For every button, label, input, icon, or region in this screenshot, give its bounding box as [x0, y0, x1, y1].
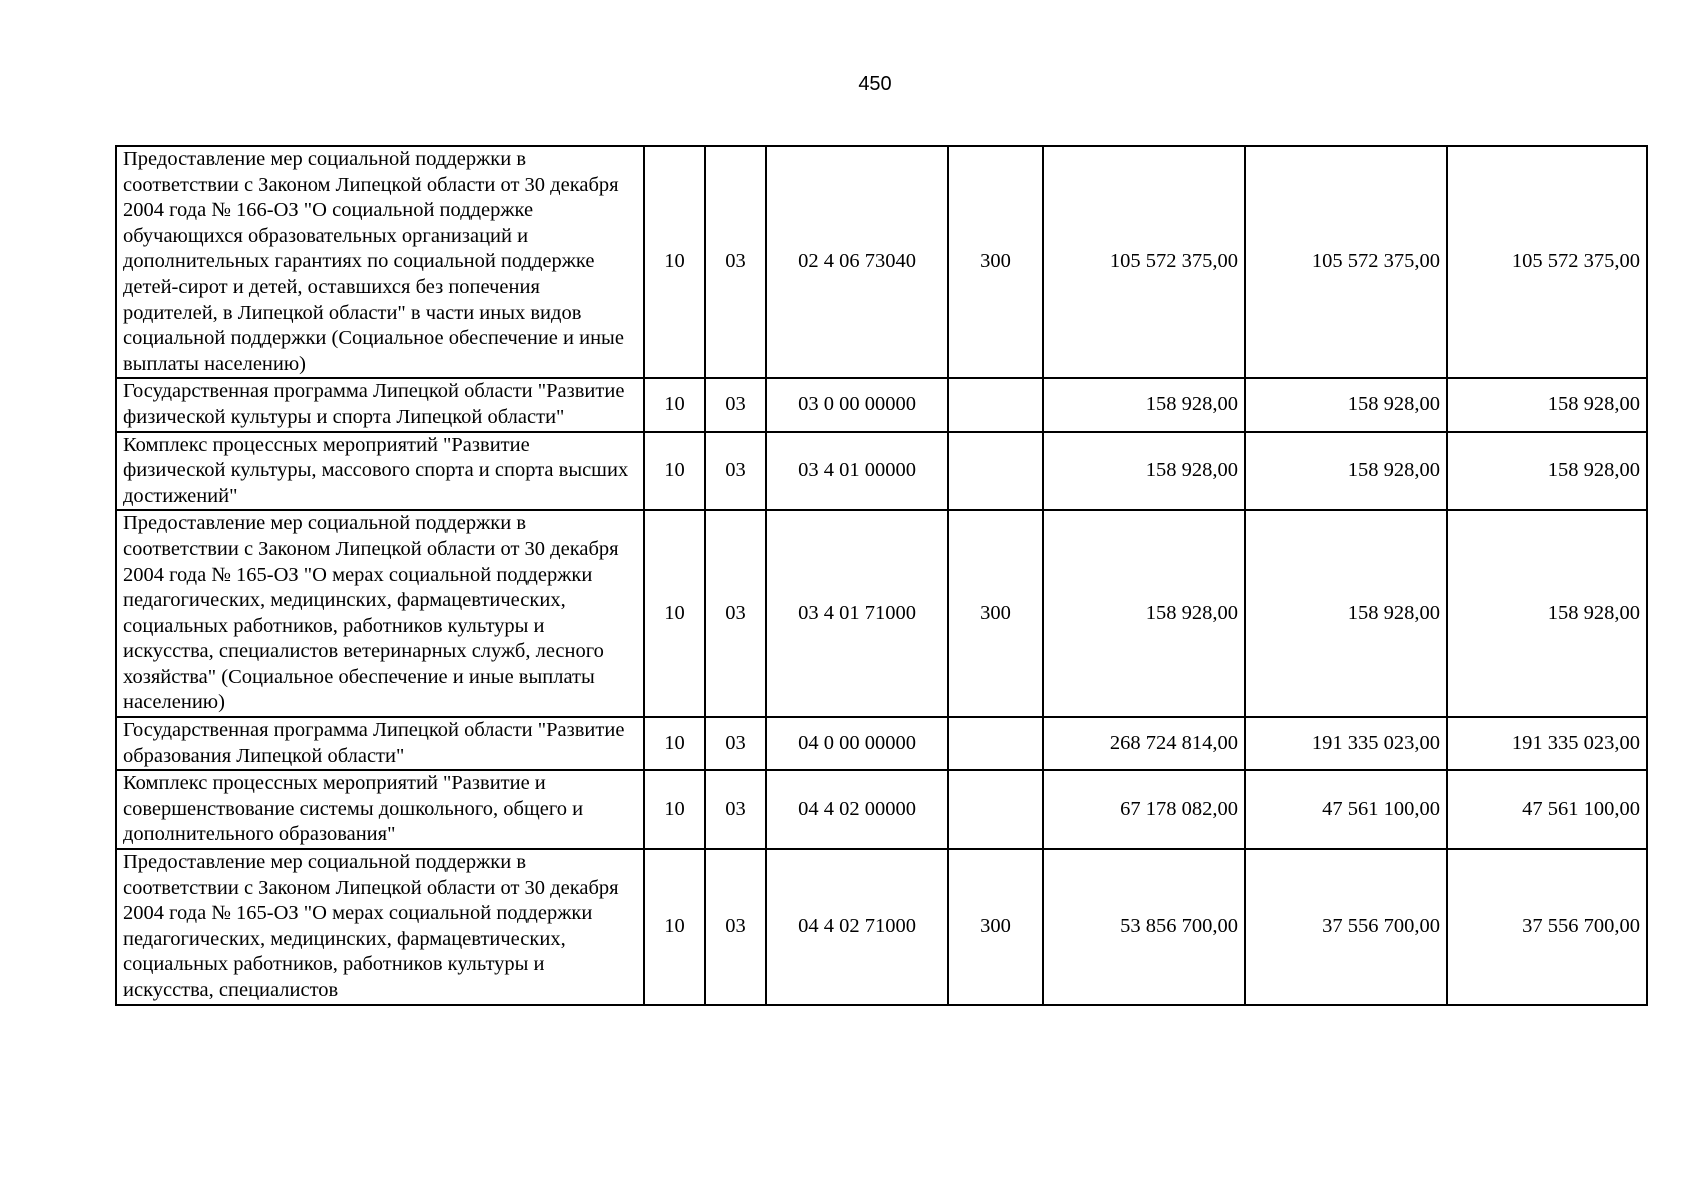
cell-amount-1: 158 928,00	[1043, 378, 1245, 431]
table-row	[116, 510, 1647, 717]
cell-amount-2: 158 928,00	[1245, 378, 1447, 431]
cell-subsection: 03	[705, 849, 766, 1005]
cell-amount-3: 158 928,00	[1447, 432, 1647, 511]
cell-name: Предоставление мер социальной поддержки в соответствии с Законом Липецкой области от 30 декабря 2004 года № 166-ОЗ "О социальной поддержке обучающихся образовательных организаций и дополнительных гарантиях по социальной поддержке детей-сирот и детей, оставшихся без попечения родителей, в Липецкой области" в части иных видов социальной поддержки (Социальное обеспечение и иные выплаты населению)	[116, 146, 644, 378]
cell-expense-type: 300	[948, 849, 1043, 1005]
cell-name: Комплекс процессных мероприятий "Развитие физической культуры, массового спорта и спорта высших достижений"	[116, 432, 644, 511]
table-row	[116, 717, 1647, 770]
cell-expense-type: 300	[948, 146, 1043, 378]
cell-subsection: 03	[705, 146, 766, 378]
cell-name: Государственная программа Липецкой области "Развитие образования Липецкой области"	[116, 717, 644, 770]
cell-target-article: 04 4 02 71000	[766, 849, 948, 1005]
cell-amount-3: 37 556 700,00	[1447, 849, 1647, 1005]
cell-name: Предоставление мер социальной поддержки в соответствии с Законом Липецкой области от 30 декабря 2004 года № 165-ОЗ "О мерах социальной поддержки педагогических, медицинских, фармацевтических, социальных работников, работников культуры и искусства, специалистов	[116, 849, 644, 1005]
cell-name: Комплекс процессных мероприятий "Развитие и совершенствование системы дошкольного, общего и дополнительного образования"	[116, 770, 644, 849]
cell-section: 10	[644, 770, 705, 849]
cell-target-article: 03 4 01 71000	[766, 510, 948, 717]
page-number: 450	[858, 73, 892, 95]
cell-section: 10	[644, 849, 705, 1005]
cell-expense-type	[948, 432, 1043, 511]
cell-section: 10	[644, 432, 705, 511]
cell-expense-type	[948, 378, 1043, 431]
cell-amount-3: 191 335 023,00	[1447, 717, 1647, 770]
cell-section: 10	[644, 146, 705, 378]
cell-amount-1: 268 724 814,00	[1043, 717, 1245, 770]
cell-amount-2: 105 572 375,00	[1245, 146, 1447, 378]
cell-subsection: 03	[705, 717, 766, 770]
cell-expense-type	[948, 717, 1043, 770]
cell-amount-3: 158 928,00	[1447, 378, 1647, 431]
cell-amount-1: 105 572 375,00	[1043, 146, 1245, 378]
cell-amount-3: 47 561 100,00	[1447, 770, 1647, 849]
cell-target-article: 02 4 06 73040	[766, 146, 948, 378]
cell-target-article: 04 4 02 00000	[766, 770, 948, 849]
cell-target-article: 03 4 01 00000	[766, 432, 948, 511]
cell-amount-1: 53 856 700,00	[1043, 849, 1245, 1005]
table-row	[116, 432, 1647, 511]
cell-target-article: 04 0 00 00000	[766, 717, 948, 770]
cell-amount-2: 37 556 700,00	[1245, 849, 1447, 1005]
cell-name: Государственная программа Липецкой области "Развитие физической культуры и спорта Липецкой области"	[116, 378, 644, 431]
cell-section: 10	[644, 378, 705, 431]
cell-expense-type: 300	[948, 510, 1043, 717]
cell-subsection: 03	[705, 432, 766, 511]
budget-table	[115, 145, 1648, 1006]
table-row	[116, 146, 1647, 378]
cell-amount-2: 191 335 023,00	[1245, 717, 1447, 770]
cell-subsection: 03	[705, 770, 766, 849]
cell-amount-1: 158 928,00	[1043, 432, 1245, 511]
cell-section: 10	[644, 717, 705, 770]
cell-amount-1: 67 178 082,00	[1043, 770, 1245, 849]
cell-name: Предоставление мер социальной поддержки в соответствии с Законом Липецкой области от 30 декабря 2004 года № 165-ОЗ "О мерах социальной поддержки педагогических, медицинских, фармацевтических, социальных работников, работников культуры и искусства, специалистов ветеринарных служб, лесного хозяйства" (Социальное обеспечение и иные выплаты населению)	[116, 510, 644, 717]
table-row	[116, 770, 1647, 849]
cell-section: 10	[644, 510, 705, 717]
cell-amount-3: 105 572 375,00	[1447, 146, 1647, 378]
cell-subsection: 03	[705, 510, 766, 717]
cell-amount-1: 158 928,00	[1043, 510, 1245, 717]
cell-expense-type	[948, 770, 1043, 849]
cell-amount-2: 158 928,00	[1245, 432, 1447, 511]
cell-subsection: 03	[705, 378, 766, 431]
cell-amount-2: 158 928,00	[1245, 510, 1447, 717]
cell-amount-2: 47 561 100,00	[1245, 770, 1447, 849]
table-row	[116, 378, 1647, 431]
table-row	[116, 849, 1647, 1005]
cell-amount-3: 158 928,00	[1447, 510, 1647, 717]
cell-target-article: 03 0 00 00000	[766, 378, 948, 431]
